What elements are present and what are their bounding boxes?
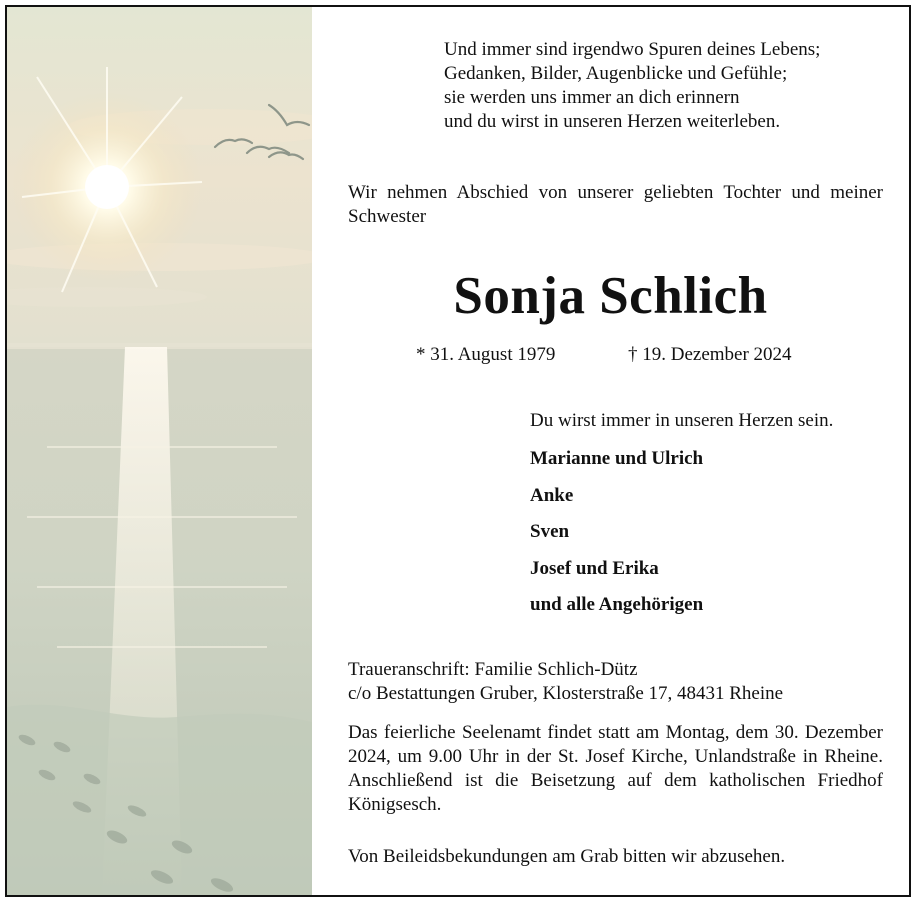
deceased-name: Sonja Schlich xyxy=(453,267,768,325)
poem-line: und du wirst in unseren Herzen weiterleben. xyxy=(444,111,781,132)
address-line: c/o Bestattungen Gruber, Klosterstraße 17, 48431 Rheine xyxy=(348,683,784,704)
death-date: † 19. Dezember 2024 xyxy=(628,344,792,365)
service-info: Das feierliche Seelenamt findet statt am Montag, dem 30. Dezember 2024, um 9.00 Uhr in der St. Josef Kirche, Unlandstraße in Rheine. Anschließend ist die Beisetzung auf dem katholischen Friedhof Königsesch. xyxy=(348,722,883,815)
poem-line: Und immer sind irgendwo Spuren deines Lebens; xyxy=(444,39,821,60)
mourner-name: Josef und Erika xyxy=(530,557,659,579)
intro-text: Wir nehmen Abschied von unserer geliebten Tochter und meiner Schwester xyxy=(348,182,883,227)
mourner-name: und alle Angehörigen xyxy=(530,594,704,615)
address-line: Traueranschrift: Familie Schlich-Dütz xyxy=(348,659,638,680)
mourner-name: Anke xyxy=(530,484,574,506)
sunset-sea-image xyxy=(7,7,312,895)
poem-line: Gedanken, Bilder, Augenblicke und Gefühle; xyxy=(444,63,788,84)
mourning-address xyxy=(348,658,888,706)
mourner-name: Marianne und Ulrich xyxy=(530,448,704,469)
poem-line: sie werden uns immer an dich erinnern xyxy=(444,87,740,108)
condolence-note: Von Beileidsbekundungen am Grab bitten wir abzusehen. xyxy=(348,846,786,867)
memorial-poem xyxy=(444,38,904,134)
motto-text: Du wirst immer in unseren Herzen sein. xyxy=(530,410,834,431)
obituary-frame xyxy=(5,5,911,897)
mourners-list xyxy=(530,447,703,630)
birth-date: * 31. August 1979 xyxy=(416,344,556,365)
mourner-name: Sven xyxy=(530,521,570,542)
